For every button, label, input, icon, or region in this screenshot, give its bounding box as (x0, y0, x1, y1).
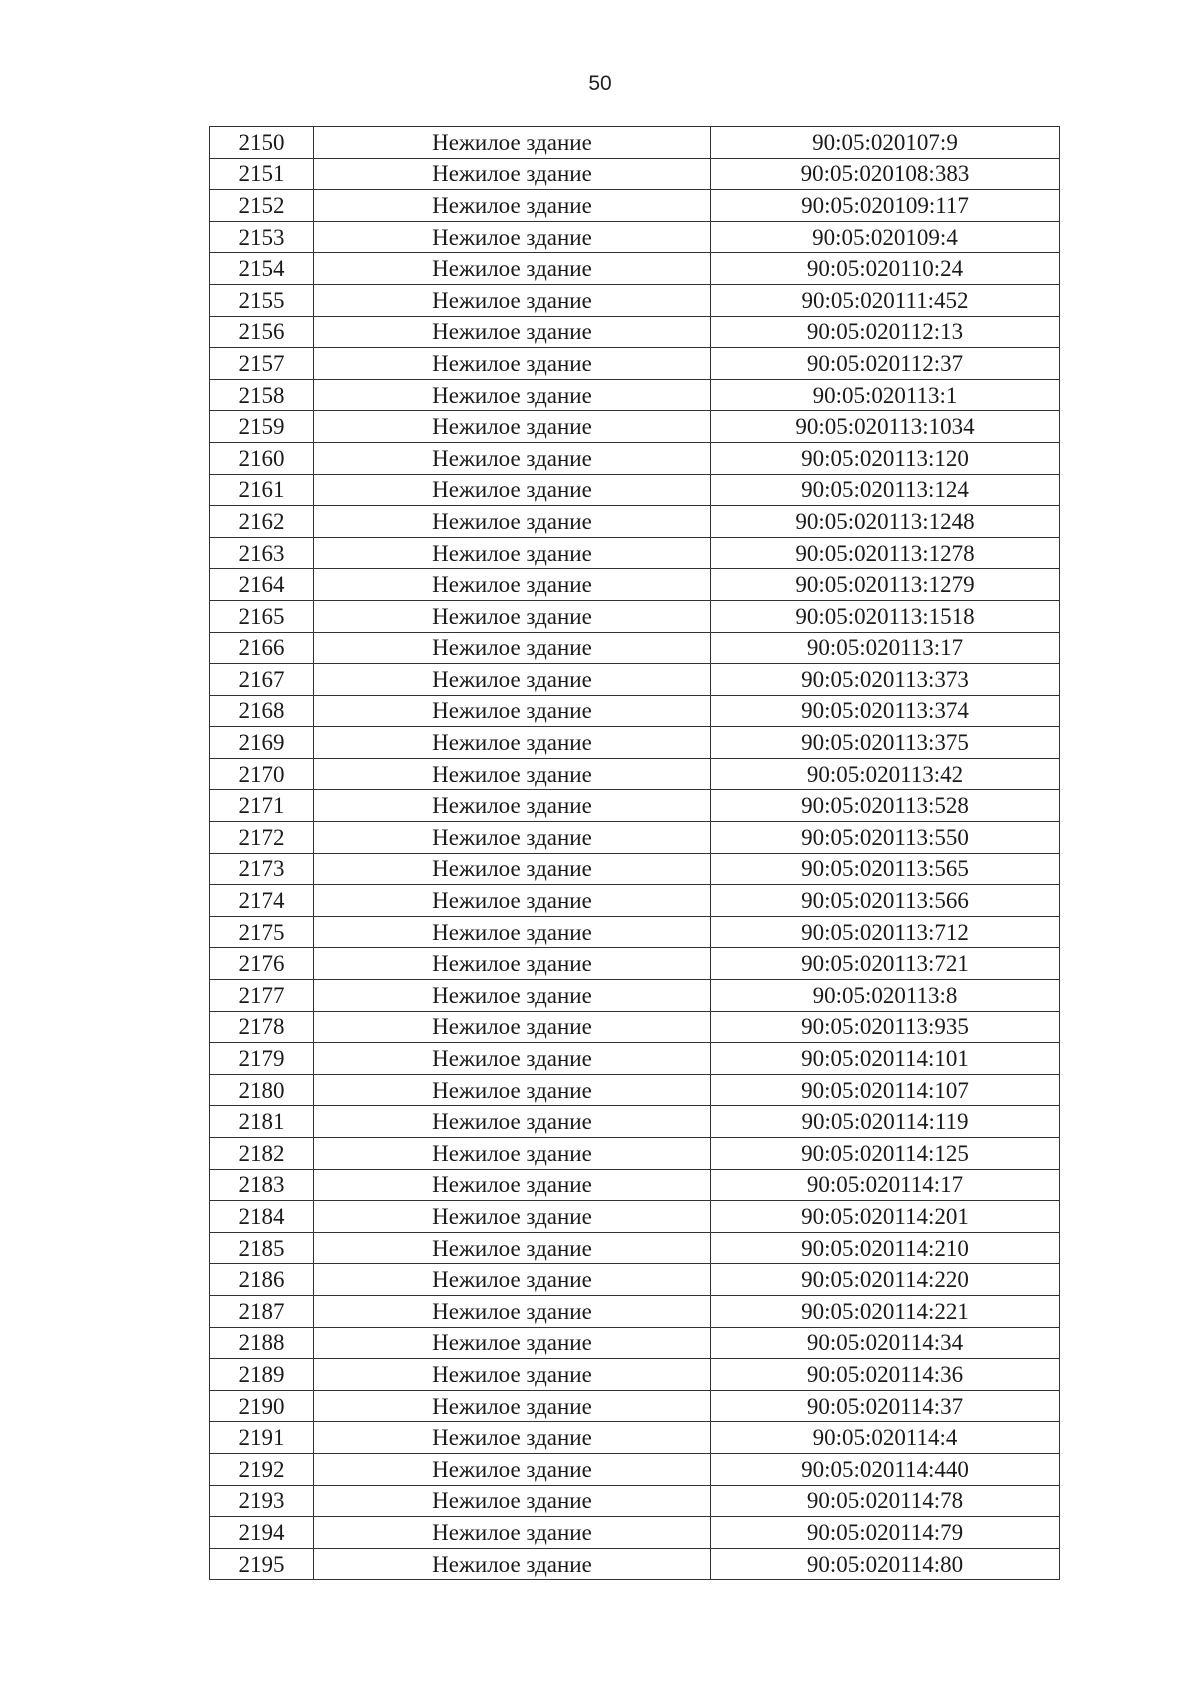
cadastral-number-cell: 90:05:020108:383 (711, 158, 1060, 190)
row-number-cell: 2171 (210, 790, 314, 822)
table-row (210, 790, 1060, 822)
table-row (210, 1106, 1060, 1138)
table-row (210, 284, 1060, 316)
table-row (210, 348, 1060, 380)
row-number-cell: 2185 (210, 1232, 314, 1264)
cadastral-number-cell: 90:05:020114:210 (711, 1232, 1060, 1264)
row-number-cell: 2158 (210, 379, 314, 411)
object-type-cell: Нежилое здание (314, 1201, 711, 1233)
table-row (210, 1517, 1060, 1549)
object-type-cell: Нежилое здание (314, 158, 711, 190)
row-number-cell: 2175 (210, 916, 314, 948)
row-number-cell: 2179 (210, 1043, 314, 1075)
cadastral-number-cell: 90:05:020109:117 (711, 190, 1060, 222)
row-number-cell: 2189 (210, 1359, 314, 1391)
object-type-cell: Нежилое здание (314, 1232, 711, 1264)
object-type-cell: Нежилое здание (314, 1074, 711, 1106)
table-row (210, 1011, 1060, 1043)
cadastral-number-cell: 90:05:020113:374 (711, 695, 1060, 727)
cadastral-number-cell: 90:05:020113:1278 (711, 537, 1060, 569)
cadastral-number-cell: 90:05:020114:220 (711, 1264, 1060, 1296)
row-number-cell: 2183 (210, 1169, 314, 1201)
cadastral-number-cell: 90:05:020113:1248 (711, 506, 1060, 538)
cadastral-number-cell: 90:05:020113:373 (711, 664, 1060, 696)
row-number-cell: 2191 (210, 1422, 314, 1454)
object-type-cell: Нежилое здание (314, 474, 711, 506)
row-number-cell: 2157 (210, 348, 314, 380)
cadastral-number-cell: 90:05:020114:4 (711, 1422, 1060, 1454)
row-number-cell: 2153 (210, 221, 314, 253)
object-type-cell: Нежилое здание (314, 948, 711, 980)
cadastral-number-cell: 90:05:020114:107 (711, 1074, 1060, 1106)
row-number-cell: 2193 (210, 1485, 314, 1517)
object-type-cell: Нежилое здание (314, 1390, 711, 1422)
object-type-cell: Нежилое здание (314, 1453, 711, 1485)
cadastral-number-cell: 90:05:020114:201 (711, 1201, 1060, 1233)
row-number-cell: 2152 (210, 190, 314, 222)
table-row (210, 916, 1060, 948)
object-type-cell: Нежилое здание (314, 664, 711, 696)
object-type-cell: Нежилое здание (314, 1548, 711, 1580)
cadastral-number-cell: 90:05:020113:8 (711, 980, 1060, 1012)
row-number-cell: 2167 (210, 664, 314, 696)
table-row (210, 569, 1060, 601)
cadastral-number-cell: 90:05:020113:721 (711, 948, 1060, 980)
object-type-cell: Нежилое здание (314, 916, 711, 948)
row-number-cell: 2182 (210, 1138, 314, 1170)
row-number-cell: 2162 (210, 506, 314, 538)
cadastral-number-cell: 90:05:020113:566 (711, 885, 1060, 917)
object-type-cell: Нежилое здание (314, 632, 711, 664)
row-number-cell: 2163 (210, 537, 314, 569)
row-number-cell: 2161 (210, 474, 314, 506)
row-number-cell: 2186 (210, 1264, 314, 1296)
table-row (210, 1169, 1060, 1201)
row-number-cell: 2174 (210, 885, 314, 917)
table-row (210, 632, 1060, 664)
table-row (210, 1232, 1060, 1264)
object-type-cell: Нежилое здание (314, 758, 711, 790)
object-type-cell: Нежилое здание (314, 1043, 711, 1075)
object-type-cell: Нежилое здание (314, 348, 711, 380)
table-row (210, 1485, 1060, 1517)
table-row (210, 379, 1060, 411)
cadastral-number-cell: 90:05:020109:4 (711, 221, 1060, 253)
row-number-cell: 2195 (210, 1548, 314, 1580)
row-number-cell: 2181 (210, 1106, 314, 1138)
cadastral-number-cell: 90:05:020113:1279 (711, 569, 1060, 601)
table-row (210, 221, 1060, 253)
row-number-cell: 2155 (210, 284, 314, 316)
cadastral-number-cell: 90:05:020113:1034 (711, 411, 1060, 443)
cadastral-number-cell: 90:05:020113:712 (711, 916, 1060, 948)
row-number-cell: 2150 (210, 127, 314, 159)
object-type-cell: Нежилое здание (314, 316, 711, 348)
object-type-cell: Нежилое здание (314, 1422, 711, 1454)
cadastral-number-cell: 90:05:020114:125 (711, 1138, 1060, 1170)
row-number-cell: 2168 (210, 695, 314, 727)
object-type-cell: Нежилое здание (314, 127, 711, 159)
object-type-cell: Нежилое здание (314, 411, 711, 443)
table-row (210, 600, 1060, 632)
table-body (210, 127, 1060, 1580)
cadastral-number-cell: 90:05:020113:375 (711, 727, 1060, 759)
cadastral-number-cell: 90:05:020112:37 (711, 348, 1060, 380)
table-row (210, 127, 1060, 159)
object-type-cell: Нежилое здание (314, 190, 711, 222)
table-row (210, 1264, 1060, 1296)
object-type-cell: Нежилое здание (314, 537, 711, 569)
object-type-cell: Нежилое здание (314, 980, 711, 1012)
row-number-cell: 2165 (210, 600, 314, 632)
row-number-cell: 2184 (210, 1201, 314, 1233)
cadastral-number-cell: 90:05:020114:36 (711, 1359, 1060, 1391)
row-number-cell: 2173 (210, 853, 314, 885)
object-type-cell: Нежилое здание (314, 569, 711, 601)
object-type-cell: Нежилое здание (314, 853, 711, 885)
row-number-cell: 2177 (210, 980, 314, 1012)
table-row (210, 1327, 1060, 1359)
table-row (210, 758, 1060, 790)
row-number-cell: 2156 (210, 316, 314, 348)
table-row (210, 727, 1060, 759)
cadastral-number-cell: 90:05:020114:37 (711, 1390, 1060, 1422)
table-row (210, 1201, 1060, 1233)
table-row (210, 1074, 1060, 1106)
object-type-cell: Нежилое здание (314, 1485, 711, 1517)
row-number-cell: 2176 (210, 948, 314, 980)
row-number-cell: 2169 (210, 727, 314, 759)
row-number-cell: 2180 (210, 1074, 314, 1106)
row-number-cell: 2160 (210, 442, 314, 474)
cadastral-number-cell: 90:05:020114:17 (711, 1169, 1060, 1201)
cadastral-number-cell: 90:05:020113:1 (711, 379, 1060, 411)
cadastral-number-cell: 90:05:020111:452 (711, 284, 1060, 316)
table-row (210, 695, 1060, 727)
table-row (210, 664, 1060, 696)
table-row (210, 1548, 1060, 1580)
table-row (210, 1422, 1060, 1454)
table-row (210, 853, 1060, 885)
row-number-cell: 2164 (210, 569, 314, 601)
cadastral-number-cell: 90:05:020113:1518 (711, 600, 1060, 632)
row-number-cell: 2172 (210, 822, 314, 854)
row-number-cell: 2190 (210, 1390, 314, 1422)
cadastral-number-cell: 90:05:020113:124 (711, 474, 1060, 506)
cadastral-number-cell: 90:05:020114:221 (711, 1295, 1060, 1327)
cadastral-number-cell: 90:05:020114:34 (711, 1327, 1060, 1359)
property-registry-table (209, 126, 1060, 1580)
cadastral-number-cell: 90:05:020113:528 (711, 790, 1060, 822)
row-number-cell: 2192 (210, 1453, 314, 1485)
object-type-cell: Нежилое здание (314, 221, 711, 253)
cadastral-number-cell: 90:05:020112:13 (711, 316, 1060, 348)
cadastral-number-cell: 90:05:020114:79 (711, 1517, 1060, 1549)
row-number-cell: 2166 (210, 632, 314, 664)
table-row (210, 316, 1060, 348)
object-type-cell: Нежилое здание (314, 790, 711, 822)
table-row (210, 537, 1060, 569)
page-number: 50 (588, 72, 612, 95)
object-type-cell: Нежилое здание (314, 1106, 711, 1138)
row-number-cell: 2154 (210, 253, 314, 285)
table-row (210, 1359, 1060, 1391)
cadastral-number-cell: 90:05:020114:440 (711, 1453, 1060, 1485)
object-type-cell: Нежилое здание (314, 1327, 711, 1359)
cadastral-number-cell: 90:05:020114:80 (711, 1548, 1060, 1580)
cadastral-number-cell: 90:05:020113:565 (711, 853, 1060, 885)
object-type-cell: Нежилое здание (314, 379, 711, 411)
object-type-cell: Нежилое здание (314, 1359, 711, 1391)
object-type-cell: Нежилое здание (314, 600, 711, 632)
object-type-cell: Нежилое здание (314, 1517, 711, 1549)
table-row (210, 158, 1060, 190)
row-number-cell: 2151 (210, 158, 314, 190)
table-row (210, 474, 1060, 506)
cadastral-number-cell: 90:05:020113:17 (711, 632, 1060, 664)
table-row (210, 1138, 1060, 1170)
table-row (210, 190, 1060, 222)
table-row (210, 1043, 1060, 1075)
object-type-cell: Нежилое здание (314, 442, 711, 474)
cadastral-number-cell: 90:05:020114:119 (711, 1106, 1060, 1138)
object-type-cell: Нежилое здание (314, 1011, 711, 1043)
object-type-cell: Нежилое здание (314, 695, 711, 727)
table-row (210, 253, 1060, 285)
object-type-cell: Нежилое здание (314, 1295, 711, 1327)
object-type-cell: Нежилое здание (314, 885, 711, 917)
cadastral-number-cell: 90:05:020114:78 (711, 1485, 1060, 1517)
table-row (210, 980, 1060, 1012)
table-row (210, 822, 1060, 854)
object-type-cell: Нежилое здание (314, 1169, 711, 1201)
cadastral-number-cell: 90:05:020113:550 (711, 822, 1060, 854)
cadastral-number-cell: 90:05:020113:935 (711, 1011, 1060, 1043)
row-number-cell: 2170 (210, 758, 314, 790)
object-type-cell: Нежилое здание (314, 727, 711, 759)
table-row (210, 1453, 1060, 1485)
table-row (210, 442, 1060, 474)
row-number-cell: 2187 (210, 1295, 314, 1327)
table-row (210, 948, 1060, 980)
table-row (210, 885, 1060, 917)
cadastral-number-cell: 90:05:020113:42 (711, 758, 1060, 790)
object-type-cell: Нежилое здание (314, 1264, 711, 1296)
table-row (210, 1390, 1060, 1422)
cadastral-number-cell: 90:05:020110:24 (711, 253, 1060, 285)
table-row (210, 506, 1060, 538)
table-row (210, 1295, 1060, 1327)
row-number-cell: 2159 (210, 411, 314, 443)
object-type-cell: Нежилое здание (314, 1138, 711, 1170)
cadastral-number-cell: 90:05:020113:120 (711, 442, 1060, 474)
object-type-cell: Нежилое здание (314, 506, 711, 538)
row-number-cell: 2194 (210, 1517, 314, 1549)
object-type-cell: Нежилое здание (314, 822, 711, 854)
object-type-cell: Нежилое здание (314, 284, 711, 316)
cadastral-number-cell: 90:05:020114:101 (711, 1043, 1060, 1075)
row-number-cell: 2178 (210, 1011, 314, 1043)
cadastral-number-cell: 90:05:020107:9 (711, 127, 1060, 159)
row-number-cell: 2188 (210, 1327, 314, 1359)
table-row (210, 411, 1060, 443)
object-type-cell: Нежилое здание (314, 253, 711, 285)
